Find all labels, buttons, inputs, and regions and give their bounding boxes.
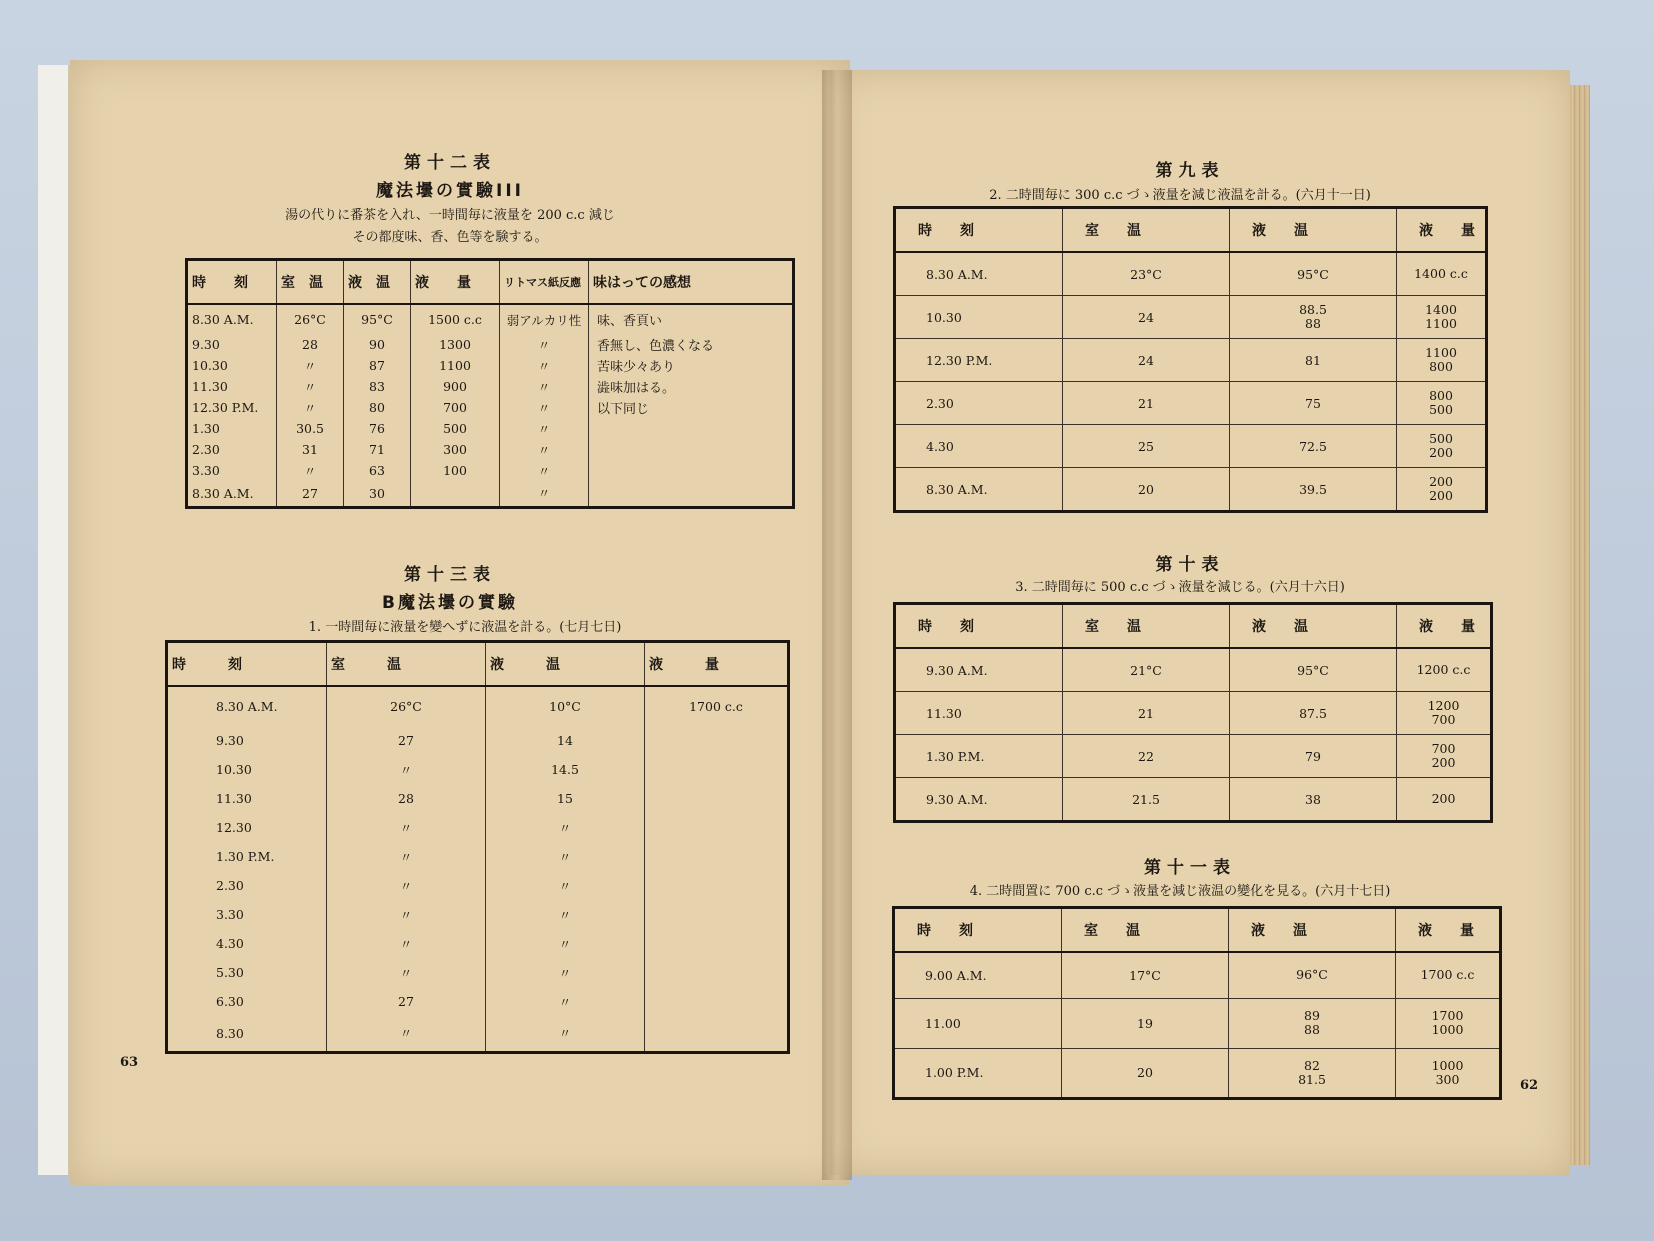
volume-before: 1700 c.c <box>1420 967 1475 983</box>
cell-volume <box>645 813 789 842</box>
volume-before: 1400 <box>1425 302 1457 317</box>
cell-volume <box>1397 648 1492 692</box>
cell-liquid-temp: 39.5 <box>1230 468 1397 512</box>
cell-room-temp: 24 <box>1063 339 1230 382</box>
cell-liquid-temp <box>1229 952 1396 998</box>
cell-impression: 味、香頁い <box>589 304 794 334</box>
cell-impression <box>589 418 794 439</box>
table13-header-liquid-volume: 液 量 <box>645 642 789 687</box>
cell-time: 1.00 P.M. <box>894 1048 1062 1098</box>
cell-liquid-temp: 87.5 <box>1230 692 1397 735</box>
cell-room-temp: 20 <box>1063 468 1230 512</box>
table10-description: 3. 二時間毎に 500 c.c づゝ液量を減じる。(六月十六日) <box>1015 580 1345 595</box>
cell-liquid-temp: 95°C <box>1230 648 1397 692</box>
table9-title: 第九表 <box>1155 161 1225 181</box>
table-row <box>187 304 794 334</box>
table10-header-time: 時 刻 <box>895 604 1063 649</box>
cell-room-temp: 〃 <box>327 1016 486 1052</box>
cell-volume: 500 <box>411 418 500 439</box>
cell-liquid-temp: 15 <box>486 784 645 813</box>
volume-before: 1200 c.c <box>1416 662 1471 677</box>
table-row <box>187 355 794 376</box>
table11-description: 4. 二時間置に 700 c.c づゝ液量を減じ液温の變化を見る。(六月十七日) <box>969 884 1391 899</box>
cell-room-temp: 〃 <box>327 871 486 900</box>
table-row <box>187 460 794 481</box>
table9-header-liquid-volume: 液 量 <box>1397 208 1487 253</box>
cell-time: 1.30 P.M. <box>895 735 1063 778</box>
table-row <box>167 755 789 784</box>
cell-liquid-temp: 88.5 88 <box>1230 296 1397 339</box>
cell-room-temp: 24 <box>1063 296 1230 339</box>
volume-before: 800 <box>1429 388 1453 403</box>
table9-header-liquid-temp: 液 温 <box>1230 208 1397 253</box>
table-row <box>167 726 789 755</box>
cell-time: 12.30 P.M. <box>187 397 277 418</box>
liquid-temp-after: 81.5 <box>1298 1071 1326 1087</box>
cell-time: 1.30 P.M. <box>167 842 327 871</box>
cell-room-temp: 21.5 <box>1063 778 1230 822</box>
table13 <box>165 640 790 1054</box>
cell-volume <box>1397 382 1487 425</box>
cell-liquid-temp <box>1229 1048 1396 1098</box>
volume-before: 500 <box>1429 431 1453 446</box>
table-row <box>167 958 789 987</box>
cell-room-temp: 〃 <box>327 900 486 929</box>
volume-after: 200 <box>1429 445 1453 460</box>
cell-time: 8.30 <box>167 1016 327 1052</box>
table11-header-liquid-temp: 液 温 <box>1229 908 1396 953</box>
cell-room-temp: 21°C <box>1063 648 1230 692</box>
cell-liquid-temp <box>1229 998 1396 1048</box>
cell-impression <box>589 481 794 507</box>
table13-title: 第十三表 <box>404 565 496 585</box>
left-page-number: 63 <box>120 1055 139 1070</box>
table-row <box>895 468 1487 512</box>
cell-room-temp: 17°C <box>1062 952 1229 998</box>
table12-subtitle: 魔法壜の實驗III <box>376 181 524 201</box>
table-row <box>895 735 1492 778</box>
table13-header-liquid-temp: 液 温 <box>486 642 645 687</box>
cell-volume: 1100 <box>411 355 500 376</box>
cell-room-temp: 21 <box>1063 692 1230 735</box>
table12-description-line1: 湯の代りに番茶を入れ、一時間毎に液量を 200 c.c 減じ <box>285 208 615 223</box>
cell-room-temp: 〃 <box>327 842 486 871</box>
cell-litmus: 〃 <box>500 334 589 355</box>
table12-description-line2: その都度味、香、色等を験する。 <box>352 230 548 245</box>
cell-volume <box>645 842 789 871</box>
table-row <box>894 1048 1501 1098</box>
volume-before: 200 <box>1431 791 1456 806</box>
cell-time: 10.30 <box>187 355 277 376</box>
table-row <box>894 998 1501 1048</box>
volume-after: 700 <box>1431 712 1456 727</box>
cell-liquid-temp: 30 <box>344 481 411 507</box>
cell-liquid-temp: 87 <box>344 355 411 376</box>
table9-header-time: 時 刻 <box>895 208 1063 253</box>
table12 <box>185 258 795 509</box>
table-row <box>187 334 794 355</box>
cell-volume <box>1397 735 1492 778</box>
table13-header-room-temp: 室 温 <box>327 642 486 687</box>
cell-room-temp: 27 <box>327 987 486 1016</box>
table-row <box>167 871 789 900</box>
table10-header-room-temp: 室 温 <box>1063 604 1230 649</box>
cell-liquid-temp: 38 <box>1230 778 1397 822</box>
table-row <box>167 987 789 1016</box>
cell-room-temp: 30.5 <box>277 418 344 439</box>
cell-volume <box>1397 339 1487 382</box>
table13-header-time: 時 刻 <box>167 642 327 687</box>
cell-time: 4.30 <box>167 929 327 958</box>
cell-time: 8.30 A.M. <box>187 304 277 334</box>
cell-room-temp: 27 <box>327 726 486 755</box>
cell-litmus: 〃 <box>500 397 589 418</box>
table-row <box>167 1016 789 1052</box>
cell-liquid-temp: 〃 <box>486 1016 645 1052</box>
cell-room-temp: 28 <box>327 784 486 813</box>
cell-time: 1.30 <box>187 418 277 439</box>
table10 <box>893 602 1493 823</box>
cell-impression: 苦味少々あり <box>589 355 794 376</box>
cell-volume: 1300 <box>411 334 500 355</box>
table9-description: 2. 二時間毎に 300 c.c づゝ液量を減じ液温を計る。(六月十一日) <box>989 188 1371 203</box>
table12-header-liquid-volume: 液 量 <box>411 260 500 305</box>
table10-header-liquid-volume: 液 量 <box>1397 604 1492 649</box>
cell-liquid-temp: 14.5 <box>486 755 645 784</box>
table-row <box>895 648 1492 692</box>
cell-volume <box>645 987 789 1016</box>
volume-after: 800 <box>1429 359 1453 374</box>
volume-before: 1700 <box>1431 1008 1464 1023</box>
cell-litmus: 〃 <box>500 439 589 460</box>
cell-room-temp: 〃 <box>327 755 486 784</box>
cell-impression <box>589 439 794 460</box>
table-row <box>187 418 794 439</box>
cell-time: 3.30 <box>187 460 277 481</box>
volume-before: 1200 <box>1427 698 1460 713</box>
cell-volume: 900 <box>411 376 500 397</box>
table11-header-liquid-volume: 液 量 <box>1396 908 1501 953</box>
table-row <box>895 252 1487 296</box>
volume-after: 1100 <box>1425 316 1457 331</box>
cell-time: 10.30 <box>167 755 327 784</box>
cell-time: 6.30 <box>167 987 327 1016</box>
cell-liquid-temp: 71 <box>344 439 411 460</box>
table-row <box>187 397 794 418</box>
table10-header-row <box>895 604 1492 649</box>
cell-volume <box>1396 952 1501 998</box>
cell-time: 11.30 <box>895 692 1063 735</box>
cell-litmus: 〃 <box>500 355 589 376</box>
cell-litmus: 〃 <box>500 460 589 481</box>
volume-after: 500 <box>1429 402 1453 417</box>
cell-liquid-temp: 76 <box>344 418 411 439</box>
table12-header-liquid-temp: 液 温 <box>344 260 411 305</box>
cell-volume: 1700 c.c <box>645 686 789 726</box>
table-row <box>167 900 789 929</box>
table12-header-impressions: 味はっての感想 <box>589 260 794 305</box>
cell-volume: 700 <box>411 397 500 418</box>
cell-litmus: 〃 <box>500 481 589 507</box>
cell-time: 2.30 <box>167 871 327 900</box>
cell-liquid-temp: 63 <box>344 460 411 481</box>
cell-time: 8.30 A.M. <box>187 481 277 507</box>
cell-time: 12.30 P.M. <box>895 339 1063 382</box>
cell-time: 9.30 <box>167 726 327 755</box>
cell-volume: 1500 c.c <box>411 304 500 334</box>
table11-header-room-temp: 室 温 <box>1062 908 1229 953</box>
table11 <box>892 906 1502 1100</box>
cell-room-temp: 28 <box>277 334 344 355</box>
table10-title: 第十表 <box>1155 555 1225 575</box>
cell-room-temp: 〃 <box>327 958 486 987</box>
cell-liquid-temp: 〃 <box>486 929 645 958</box>
cell-time: 11.30 <box>187 376 277 397</box>
table12-header-time: 時 刻 <box>187 260 277 305</box>
table-row <box>167 784 789 813</box>
cell-volume <box>645 929 789 958</box>
liquid-temp-before: 89 <box>1304 1008 1320 1023</box>
table12-header-litmus: リトマス紙反應 <box>500 260 589 305</box>
cell-volume <box>1397 778 1492 822</box>
table-row <box>895 425 1487 468</box>
cell-litmus: 〃 <box>500 418 589 439</box>
volume-after: 200 <box>1431 755 1456 770</box>
cell-time: 8.30 A.M. <box>895 468 1063 512</box>
cell-time: 2.30 <box>895 382 1063 425</box>
table-row <box>895 339 1487 382</box>
table-row <box>167 842 789 871</box>
cell-impression: 澁味加はる。 <box>589 376 794 397</box>
cell-liquid-temp: 〃 <box>486 900 645 929</box>
cell-volume <box>645 871 789 900</box>
cell-volume <box>645 755 789 784</box>
table12-title: 第十二表 <box>404 153 496 173</box>
cell-impression: 以下同じ <box>589 397 794 418</box>
cell-liquid-temp: 〃 <box>486 987 645 1016</box>
volume-before: 1000 <box>1431 1057 1464 1073</box>
volume-after: 300 <box>1435 1071 1460 1087</box>
table13-header-row <box>167 642 789 687</box>
cell-volume <box>1397 296 1487 339</box>
cell-volume <box>645 1016 789 1052</box>
volume-before: 700 <box>1431 741 1456 756</box>
cell-room-temp: 20 <box>1062 1048 1229 1098</box>
cell-impression: 香無し、色濃くなる <box>589 334 794 355</box>
table-row <box>167 686 789 726</box>
table13-subtitle: B魔法壜の實驗 <box>382 593 518 613</box>
cell-room-temp: 27 <box>277 481 344 507</box>
cell-time: 9.00 A.M. <box>894 952 1062 998</box>
cell-time: 12.30 <box>167 813 327 842</box>
cell-liquid-temp: 90 <box>344 334 411 355</box>
table11-title: 第十一表 <box>1144 858 1236 878</box>
cell-time: 9.30 <box>187 334 277 355</box>
liquid-temp-before: 96°C <box>1296 967 1328 983</box>
cell-time: 2.30 <box>187 439 277 460</box>
table-row <box>187 481 794 507</box>
cell-room-temp: 〃 <box>277 355 344 376</box>
right-page-number: 62 <box>1520 1078 1539 1093</box>
cell-time: 11.30 <box>167 784 327 813</box>
cell-time: 10.30 <box>895 296 1063 339</box>
cell-volume <box>1396 1048 1501 1098</box>
cell-time: 9.30 A.M. <box>895 648 1063 692</box>
cell-time: 11.00 <box>894 998 1062 1048</box>
volume-after: 200 <box>1429 488 1453 503</box>
cell-liquid-temp: 75 <box>1230 382 1397 425</box>
table9-header-room-temp: 室 温 <box>1063 208 1230 253</box>
cell-room-temp: 22 <box>1063 735 1230 778</box>
cell-liquid-temp: 80 <box>344 397 411 418</box>
table-row <box>895 778 1492 822</box>
cell-volume <box>645 726 789 755</box>
cell-time: 8.30 A.M. <box>167 686 327 726</box>
cell-liquid-temp: 〃 <box>486 958 645 987</box>
table11-header-time: 時 刻 <box>894 908 1062 953</box>
cell-liquid-temp: 72.5 <box>1230 425 1397 468</box>
table-row <box>894 952 1501 998</box>
cell-room-temp: 〃 <box>277 397 344 418</box>
liquid-temp-before: 82 <box>1304 1057 1320 1073</box>
table-row <box>895 382 1487 425</box>
cell-room-temp: 〃 <box>277 460 344 481</box>
table10-header-liquid-temp: 液 温 <box>1230 604 1397 649</box>
table-row <box>187 439 794 460</box>
volume-before: 1400 c.c <box>1414 266 1468 281</box>
cell-volume <box>1397 692 1492 735</box>
table9-header-row <box>895 208 1487 253</box>
cell-liquid-temp: 14 <box>486 726 645 755</box>
table9 <box>893 206 1488 513</box>
cell-liquid-temp: 95°C <box>344 304 411 334</box>
cell-room-temp: 23°C <box>1063 252 1230 296</box>
cell-time: 3.30 <box>167 900 327 929</box>
cell-volume: 300 <box>411 439 500 460</box>
table12-header-room-temp: 室 温 <box>277 260 344 305</box>
cell-liquid-temp: 10°C <box>486 686 645 726</box>
cell-room-temp: 25 <box>1063 425 1230 468</box>
cell-room-temp: 〃 <box>327 813 486 842</box>
page-edge-left <box>38 65 70 1175</box>
cell-volume <box>645 958 789 987</box>
cell-room-temp: 〃 <box>277 376 344 397</box>
cell-time: 8.30 A.M. <box>895 252 1063 296</box>
table-row <box>167 813 789 842</box>
table-row <box>167 929 789 958</box>
table-row <box>895 296 1487 339</box>
table13-description: 1. 一時間毎に液量を變へずに液温を計る。(七月七日) <box>308 620 622 635</box>
cell-liquid-temp: 〃 <box>486 813 645 842</box>
cell-room-temp: 〃 <box>327 929 486 958</box>
liquid-temp-after: 88 <box>1304 1022 1320 1037</box>
cell-time: 9.30 A.M. <box>895 778 1063 822</box>
cell-volume: 100 <box>411 460 500 481</box>
cell-room-temp: 26°C <box>327 686 486 726</box>
cell-time: 5.30 <box>167 958 327 987</box>
cell-volume <box>645 784 789 813</box>
cell-litmus: 弱アルカリ性 <box>500 304 589 334</box>
cell-volume <box>645 900 789 929</box>
volume-before: 1100 <box>1425 345 1457 360</box>
cell-volume <box>1397 468 1487 512</box>
volume-after: 1000 <box>1431 1022 1464 1037</box>
cell-volume <box>1397 425 1487 468</box>
cell-volume <box>1396 998 1501 1048</box>
cell-liquid-temp: 83 <box>344 376 411 397</box>
volume-before: 200 <box>1429 474 1453 489</box>
cell-volume <box>1397 252 1487 296</box>
cell-room-temp: 21 <box>1063 382 1230 425</box>
cell-liquid-temp: 〃 <box>486 842 645 871</box>
table11-header-row <box>894 908 1501 953</box>
book-gutter <box>822 70 852 1180</box>
cell-liquid-temp: 81 <box>1230 339 1397 382</box>
cell-time: 4.30 <box>895 425 1063 468</box>
cell-room-temp: 31 <box>277 439 344 460</box>
cell-volume <box>411 481 500 507</box>
cell-liquid-temp: 〃 <box>486 871 645 900</box>
table-row <box>187 376 794 397</box>
cell-room-temp: 19 <box>1062 998 1229 1048</box>
table-row <box>895 692 1492 735</box>
table12-header-row <box>187 260 794 305</box>
cell-impression <box>589 460 794 481</box>
cell-room-temp: 26°C <box>277 304 344 334</box>
cell-liquid-temp: 95°C <box>1230 252 1397 296</box>
cell-litmus: 〃 <box>500 376 589 397</box>
cell-liquid-temp: 79 <box>1230 735 1397 778</box>
